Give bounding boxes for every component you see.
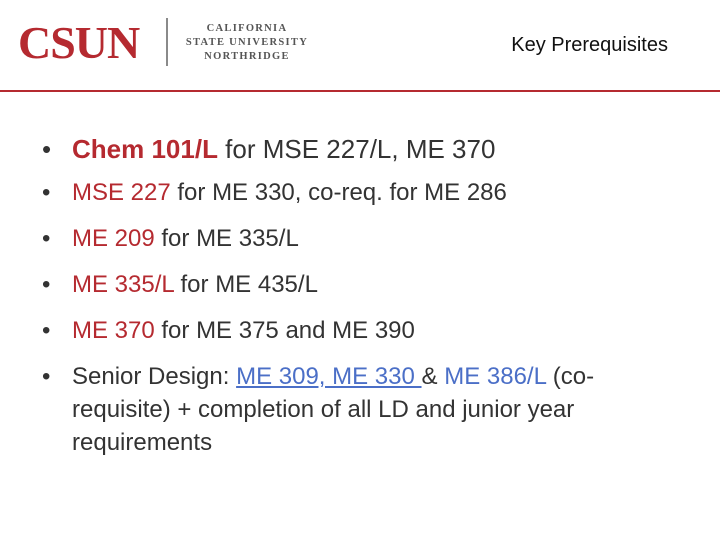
logo-line-3: NORTHRIDGE bbox=[204, 51, 290, 62]
bullet-item-me-370 bbox=[42, 314, 692, 348]
bullet-dot: • bbox=[42, 363, 51, 390]
bullet-text: for ME 435/L bbox=[173, 271, 318, 298]
bullet-item-chem-101 bbox=[42, 130, 692, 168]
bullet-dot: • bbox=[42, 134, 52, 164]
logo-university-name bbox=[176, 22, 318, 64]
bullet-dot: • bbox=[42, 225, 51, 252]
logo-line-2: STATE UNIVERSITY bbox=[185, 37, 309, 48]
course-link-me-386[interactable]: ME 386/L bbox=[444, 363, 547, 390]
slide-header bbox=[0, 0, 720, 95]
course-link-me-309-330[interactable]: ME 309, ME 330 bbox=[236, 363, 422, 390]
senior-design-prefix: Senior Design: bbox=[72, 363, 237, 390]
course-name: Chem 101/L bbox=[72, 134, 218, 164]
bullet-text: (co-requisite) + completion of all LD and junior year requirements bbox=[72, 363, 595, 456]
logo-divider bbox=[166, 18, 168, 66]
bullet-list bbox=[42, 130, 692, 459]
logo-line-1: CALIFORNIA bbox=[206, 23, 288, 34]
slide-title: Key Prerequisites bbox=[511, 34, 668, 56]
bullet-item-mse-227 bbox=[42, 176, 692, 210]
course-name: ME 209 bbox=[72, 225, 155, 252]
course-name: MSE 227 bbox=[72, 179, 171, 206]
bullet-dot: • bbox=[42, 317, 51, 344]
bullet-item-me-209 bbox=[42, 222, 692, 256]
bullet-dot: • bbox=[42, 179, 51, 206]
bullet-dot: • bbox=[42, 271, 51, 298]
bullet-text: for ME 375 and ME 390 bbox=[154, 317, 415, 344]
header-divider bbox=[0, 90, 720, 92]
ampersand: & bbox=[421, 363, 445, 390]
bullet-text: for ME 335/L bbox=[154, 225, 299, 252]
course-name: ME 370 bbox=[72, 317, 155, 344]
logo-wordmark: CSUN bbox=[18, 17, 140, 68]
bullet-text: for ME 330, co-req. for ME 286 bbox=[170, 179, 507, 206]
bullet-item-me-335 bbox=[42, 268, 692, 302]
csun-logo bbox=[14, 14, 324, 70]
bullet-text: for MSE 227/L, ME 370 bbox=[217, 134, 496, 164]
bullet-item-senior-design bbox=[42, 360, 692, 459]
course-name: ME 335/L bbox=[72, 271, 174, 298]
